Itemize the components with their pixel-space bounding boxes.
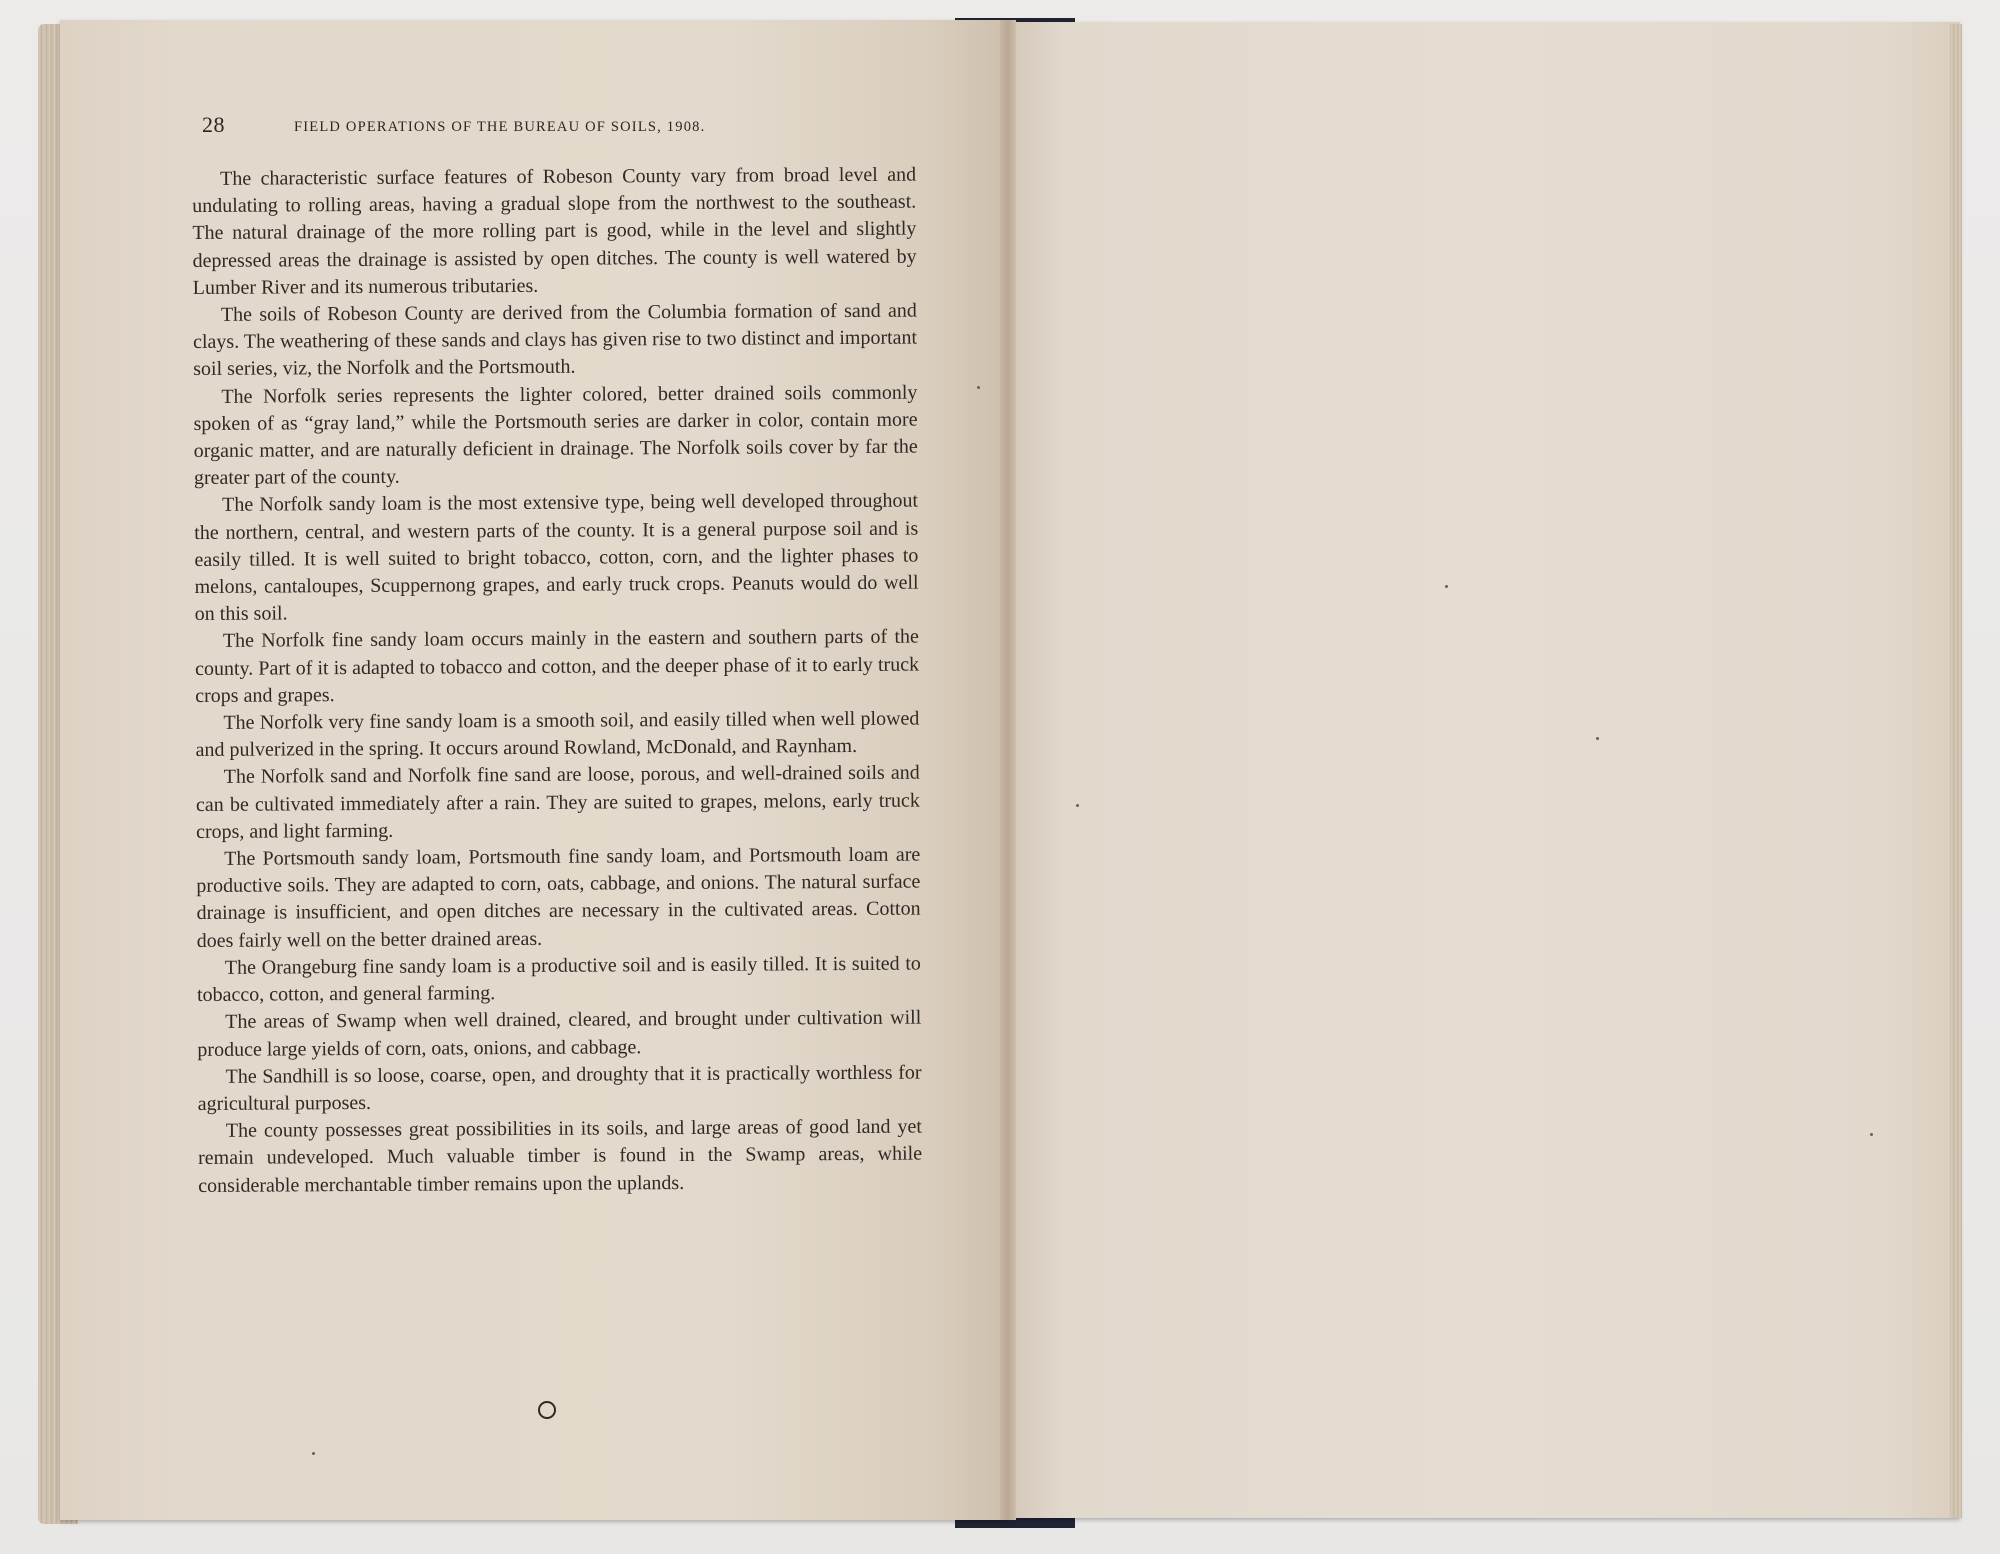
paper-speck xyxy=(312,1452,315,1455)
body-text xyxy=(192,162,922,1200)
paragraph: The Norfolk series represents the lighter colored, better drained soils commonly spoken of as “gray land,” while the Portsmouth series are darker in color, contain more organic matter, and are naturally deficient in drainage. The Norfolk soils cover by far the greater part of the county. xyxy=(193,381,918,490)
paragraph: The Portsmouth sandy loam, Portsmouth fine sandy loam, and Portsmouth loam are productive soils. They are adapted to corn, oats, cabbage, and onions. The natural surface drainage is insufficient, and open ditches are necessary in the cultivated areas. Cotton does fairly well on the better drained areas. xyxy=(196,843,921,952)
page-header xyxy=(202,112,842,142)
paper-speck xyxy=(977,386,980,389)
paper-speck xyxy=(1870,1133,1873,1136)
paragraph: The soils of Robeson County are derived from the Columbia formation of sand and clays. The weathering of these sands and clays has given rise to two distinct and important soil series, viz, the Norfolk and the Portsmouth. xyxy=(193,299,918,381)
paper-speck xyxy=(1445,585,1448,588)
paper-speck xyxy=(1596,737,1599,740)
right-page-edges xyxy=(1950,24,1962,1518)
paragraph: The characteristic surface features of Robeson County vary from broad level and undulating to rolling areas, having a gradual slope from the northwest to the southeast. The natural drainage of the more rolling part is good, while in the level and slightly depressed areas the drainage is assisted by open ditches. The county is well watered by Lumber River and its numerous tributaries. xyxy=(192,163,917,299)
paragraph: The Norfolk sand and Norfolk fine sand are loose, porous, and well-drained soils and can be cultivated immediately after a rain. They are suited to grapes, melons, early truck crops, and light farming. xyxy=(195,762,920,843)
spine-gutter xyxy=(1000,20,1016,1520)
paper-speck xyxy=(1076,804,1079,807)
paragraph: The Norfolk very fine sandy loam is a smooth soil, and easily tilled when well plowed and pulverized in the spring. It occurs around Rowland, McDonald, and Raynham. xyxy=(195,707,920,762)
right-page-blank xyxy=(1010,22,1960,1518)
paragraph: The Orangeburg fine sandy loam is a productive soil and is easily tilled. It is suited to tobacco, cotton, and general farming. xyxy=(196,952,921,1007)
paragraph: The county possesses great possibilities in its soils, and large areas of good land yet remain undeveloped. Much valuable timber is found in the Swamp areas, while considerable merchantable timber remains upon the uplands. xyxy=(197,1115,923,1197)
paragraph: The areas of Swamp when well drained, cleared, and brought under cultivation will produce large yields of corn, oats, onions, and cabbage. xyxy=(197,1006,922,1061)
running-head: FIELD OPERATIONS OF THE BUREAU OF SOILS, 1908. xyxy=(294,119,706,135)
paragraph: The Norfolk fine sandy loam occurs mainly in the eastern and southern parts of the county. Part of it is adapted to tobacco and cotton, and the deeper phase of it to early truck crops and grapes. xyxy=(195,626,920,707)
end-ornament-circle xyxy=(538,1401,556,1419)
paragraph: The Norfolk sandy loam is the most extensive type, being well developed throughout the northern, central, and western parts of the county. It is a general purpose soil and is easily tilled. It is well suited to bright tobacco, cotton, corn, and the lighter phases to melons, cantaloupes, Scuppernong grapes, and early truck crops. Peanuts would do well on this soil. xyxy=(194,490,919,626)
paragraph: The Sandhill is so loose, coarse, open, and droughty that it is practically worthless for agricultural purposes. xyxy=(197,1061,922,1115)
page-number: 28 xyxy=(202,112,225,137)
